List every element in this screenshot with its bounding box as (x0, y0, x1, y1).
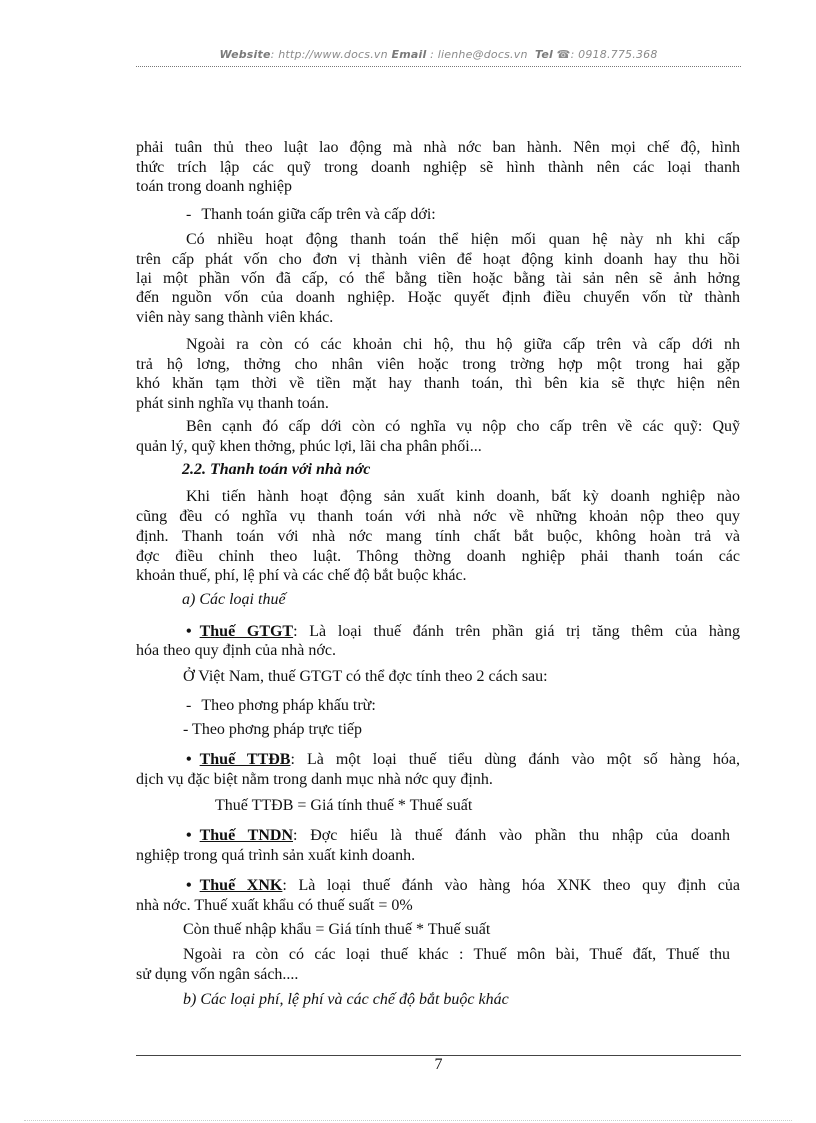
text-line (186, 335, 740, 355)
text-line (183, 920, 490, 940)
line-text: Bên cạnh đó cấp dới còn có nghĩa vụ nộp cho cấp trên về các quỹ: Quỹ (186, 418, 740, 435)
text-line (136, 158, 740, 178)
line-text: trên cấp phát vốn cho đơn vị thành viên để hoạt động kinh doanh hay thu hồi (136, 251, 740, 268)
text-line (136, 770, 493, 790)
line-text: Ngoài ra còn có các loại thuế khác : Thuế môn bài, Thuế đất, Thuế thu (183, 946, 730, 963)
tax-term: Thuế GTGT (199, 623, 294, 640)
text-line (186, 696, 376, 716)
page-number: 7 (434, 1056, 443, 1073)
text-line (136, 308, 333, 328)
line-text: định. Thanh toán với nhà nớc mang tính chất bắt buộc, không hoàn trả và (136, 528, 740, 545)
tax-term: Thuế TTĐB (199, 751, 291, 768)
text-line (136, 896, 413, 916)
line-text: Ngoài ra còn có các khoản chi hộ, thu hộ giữa cấp trên và cấp dới nh (186, 336, 740, 353)
line-text: Theo phơng pháp khấu trừ: (201, 697, 376, 714)
dash-bullet-icon: - (186, 206, 196, 223)
line-text: - Theo phơng pháp trực tiếp (183, 721, 363, 738)
text-line (136, 547, 740, 567)
dash-bullet-icon: - (186, 697, 196, 714)
line-text: nhà nớc. Thuế xuất khẩu có thuế suất = 0% (136, 897, 413, 914)
line-text: phát sinh nghĩa vụ thanh toán. (136, 395, 329, 412)
line-text: quản lý, quỹ khen thởng, phúc lợi, lãi cha phân phối... (136, 438, 482, 455)
line-text: khó khăn tạm thời về tiền mặt hay thanh toán, thì bên kia sẽ thực hiện nên (136, 375, 740, 392)
line-text: hóa theo quy định của nhà nớc. (136, 642, 336, 659)
text-line (186, 230, 740, 250)
line-text: Còn thuế nhập khẩu = Giá tính thuế * Thuế suất (183, 921, 491, 938)
text-line (136, 566, 467, 586)
phone-icon: ☎ (556, 48, 571, 61)
line-text: viên này sang thành viên khác. (136, 309, 334, 326)
line-text: dịch vụ đặc biệt nằm trong danh mục nhà nớc quy định. (136, 771, 493, 788)
page-edge (24, 1120, 792, 1121)
text-line (186, 750, 740, 770)
line-text: : Là một loại thuế tiểu dùng đánh vào một số hàng hóa, (290, 751, 740, 768)
text-line (186, 487, 740, 507)
text-line (136, 527, 740, 547)
line-text: 2.2. Thanh toán với nhà nớc (182, 461, 371, 478)
line-text: nghiệp trong quá trình sản xuất kinh doanh. (136, 847, 416, 864)
line-text: Thuế TTĐB = Giá tính thuế * Thuế suất (215, 797, 473, 814)
text-line (136, 374, 740, 394)
website-label: Website (219, 48, 271, 61)
bullet-icon: • (186, 623, 192, 640)
line-text: Khi tiến hành hoạt động sản xuất kinh doanh, bất kỳ doanh nghiệp nào (186, 488, 740, 505)
line-text: cũng đều có nghĩa vụ thanh toán với nhà nớc về những khoản nộp theo quy (136, 508, 740, 525)
bullet-icon: • (186, 827, 192, 844)
line-text: đợc điều chỉnh theo luật. Thông thờng doanh nghiệp phải thanh toán các (136, 548, 740, 565)
text-line (136, 507, 740, 527)
text-line (136, 846, 415, 866)
line-text: khoản thuế, phí, lệ phí và các chế độ bắt buộc khác. (136, 567, 467, 584)
bullet-icon: • (186, 751, 192, 768)
line-text: : Là loại thuế đánh vào hàng hóa XNK theo quy định của (282, 877, 741, 894)
text-line (136, 269, 740, 289)
line-text: Ở Việt Nam, thuế GTGT có thể đợc tính theo 2 cách sau: (183, 668, 548, 685)
text-line (136, 641, 336, 661)
website-url[interactable]: : http://www.docs.vn (270, 48, 388, 61)
line-text: Có nhiều hoạt động thanh toán thể hiện mối quan hệ này nh khi cấp (186, 231, 740, 248)
text-line (136, 965, 298, 985)
text-line (183, 667, 548, 687)
subsection-heading (182, 590, 286, 610)
email-label: Email (391, 48, 427, 61)
tax-term: Thuế XNK (199, 877, 283, 894)
line-text: thức trích lập các quỹ trong doanh nghiệp sẽ hình thành nên các loại thanh (136, 159, 740, 176)
text-line (136, 250, 740, 270)
text-line (186, 205, 436, 225)
text-line (136, 288, 740, 308)
section-heading (182, 460, 370, 480)
text-line (136, 355, 740, 375)
header-rule (136, 66, 741, 67)
bullet-icon: • (186, 877, 192, 894)
line-text: sử dụng vốn ngân sách.... (136, 966, 299, 983)
text-line (186, 826, 730, 846)
email-address[interactable]: : lienhe@docs.vn (430, 48, 528, 61)
text-line (183, 945, 730, 965)
tel-number: : 0918.775.368 (570, 48, 658, 61)
text-line (186, 876, 740, 896)
text-line (186, 622, 740, 642)
tax-term: Thuế TNDN (199, 827, 294, 844)
text-line (136, 138, 740, 158)
text-line (183, 720, 362, 740)
line-text: lại một phần vốn đã cấp, có thể bằng tiền hoặc bằng tài sản nên sẽ ảnh hởng (136, 270, 740, 287)
text-line (136, 394, 329, 414)
text-line (215, 796, 472, 816)
line-text: toán trong doanh nghiệp (136, 178, 292, 195)
text-line (136, 177, 292, 197)
page-header (136, 48, 741, 61)
line-text: : Là loại thuế đánh trên phần giá trị tăng thêm của hàng (293, 623, 740, 640)
text-line (186, 417, 740, 437)
subsection-heading (183, 990, 509, 1010)
line-text: trả hộ lơng, thởng cho nhân viên hoặc trong trờng hợp một trong hai gặp (136, 356, 740, 373)
line-text: b) Các loại phí, lệ phí và các chế độ bắt buộc khác (183, 991, 509, 1008)
line-text: phải tuân thủ theo luật lao động mà nhà nớc ban hành. Nên mọi chế độ, hình (136, 139, 740, 156)
text-line (136, 437, 482, 457)
line-text: a) Các loại thuế (182, 591, 286, 608)
tel-label: Tel (535, 48, 553, 61)
line-text: đến nguồn vốn của doanh nghiệp. Hoặc quyết định điều chuyển vốn từ thành (136, 289, 740, 306)
line-text: Thanh toán giữa cấp trên và cấp dới: (201, 206, 436, 223)
line-text: : Đợc hiểu là thuế đánh vào phần thu nhập của doanh (293, 827, 730, 844)
